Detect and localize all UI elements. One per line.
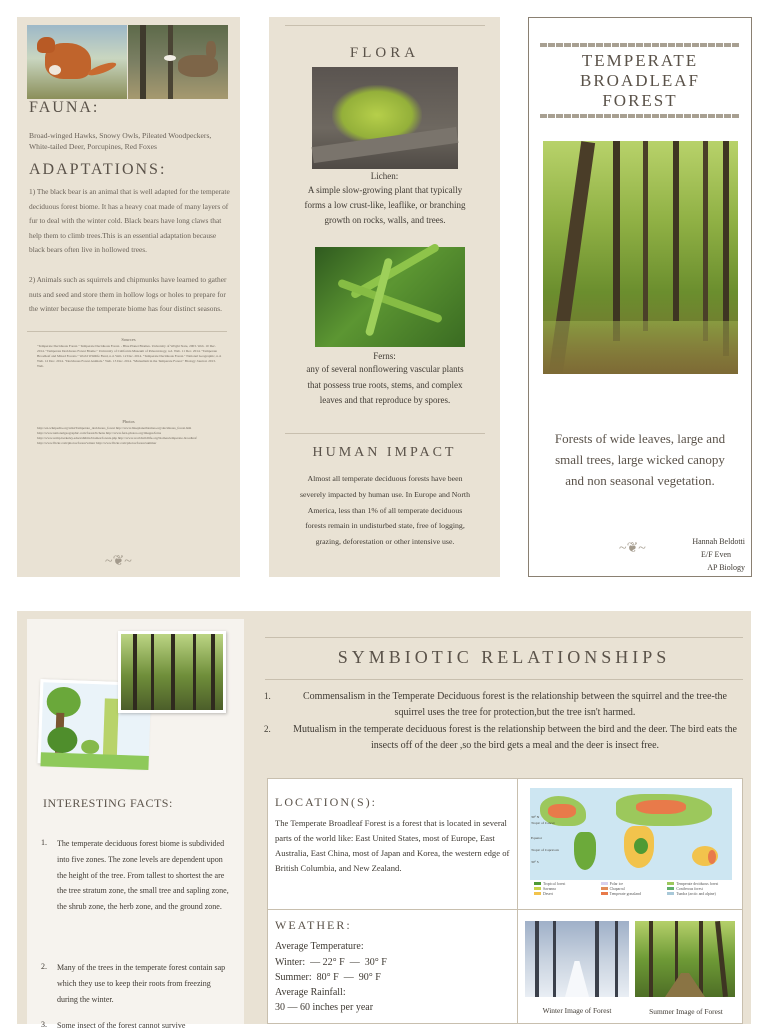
fox-photo [27, 25, 127, 99]
symbiotic-bottom-rule [265, 679, 743, 680]
class-line: E/F Even [701, 550, 731, 559]
sources-label: Sources [121, 337, 136, 342]
adaptation-2: 2) Animals such as squirrels and chipmunks have learned to gather nuts and seed and store them in hollow logs or holes to prepare for the winter because the temperate biome has four distinct seasons. [29, 275, 227, 314]
flora-panel [269, 17, 500, 577]
legend-item: Coniferous forest [667, 887, 734, 891]
forest-cover-photo [543, 141, 738, 374]
weather-title: WEATHER: [275, 918, 352, 932]
rainfall-value: 30 — 60 inches per year [275, 1002, 374, 1013]
forest-small-photo [118, 631, 226, 713]
scroll-ornament-icon: ~❦~ [105, 554, 132, 569]
bottom-spread [17, 611, 751, 1030]
human-impact-text: Almost all temperate deciduous forests have been severely impacted by human use. In Europe and North America, less than 1% of all temperate deciduous forests remain in undisturbed state, free of logging, grazing, deforestation or other intensive use. [300, 474, 470, 547]
lichen-title: Lichen: [370, 171, 399, 181]
legend-item: Chaparral [601, 887, 668, 891]
fact-1: The temperate deciduous forest biome is subdivided into five zones. The zone levels are dependent upon the height of the tree. From tallest to shortest the are the tree stratum zone, the small tree and sapling zone, the shrub zone, the herb zone, and the ground zone. [57, 839, 229, 912]
info-box-mid-rule [267, 909, 743, 910]
symbiotic-1-number: 1. [264, 691, 271, 701]
cover-title-line-1: TEMPERATE [581, 51, 699, 70]
fact-2: Many of the trees in the temperate forest contain sap which they use to keep their roots from freezing during the winter. [57, 963, 226, 1004]
fauna-panel [17, 17, 240, 577]
winter-temp: Winter: — 22° F — 30° F [275, 957, 387, 968]
ferns-title: Ferns: [373, 351, 396, 361]
ferns-text: any of several nonflowering vascular plants that possess true roots, stems, and complex leaves and that reproduce by spores. [306, 364, 464, 406]
fact-2-number: 2. [41, 962, 47, 971]
legend-item: Tropical forest [534, 882, 601, 886]
legend-item: Savanna [534, 887, 601, 891]
cover-tagline: Forests of wide leaves, large and small trees, large wicked canopy and non seasonal vegetation. [554, 431, 726, 488]
map-lat-label-1: 30° N [531, 815, 540, 819]
location-text: The Temperate Broadleaf Forest is a forest that is located in several parts of the world like: East United States, most of Europe, East Australia, East China, most of Japan and Korea, the western edge of British Columbia, and New Zealand. [275, 818, 510, 873]
title-bottom-rule [540, 114, 740, 118]
fact-1-number: 1. [41, 838, 47, 847]
symbiotic-1: Commensalism in the Temperate Deciduous forest is the relationship between the squirrel and the tree-the squirrel uses the tree for protection,but the tree isn't harmed. [303, 691, 727, 718]
author-name: Hannah Beldotti [692, 537, 745, 546]
legend-item: Tundra (arctic and alpine) [667, 892, 734, 896]
fauna-list: Broad-winged Hawks, Snowy Owls, Pileated Woodpeckers, White-tailed Deer, Porcupines, Red Foxes [29, 131, 212, 151]
info-box-vert-rule [517, 778, 518, 1024]
photos-text: http://en.wikipedia.org/wiki/Temperate_deciduous_forest http://www.blueplanetbiomes.org/deciduous_forest.htm http://www.nationalgeographic.com/forest/lichens http://www.fern-photos.org/images/ferns http://www.ucmp.berkeley.edu/exhibits/biomes/forests.php http://www.worldwildlife.org/biomes/temperate-broadleaf http://www.flickr.com/photos/forest/winter http://www.flickr.com/photos/forest/summer [37, 426, 197, 445]
winter-caption: Winter Image of Forest [542, 1006, 612, 1015]
summer-temp: Summer: 80° F — 90° F [275, 972, 381, 983]
rainfall-label: Average Rainfall: [275, 987, 346, 998]
world-biome-map [526, 784, 736, 904]
cover-panel [528, 17, 752, 577]
scroll-ornament-icon: ~❦~ [619, 541, 646, 556]
map-legend [534, 882, 734, 896]
divider [27, 331, 227, 332]
cover-title-line-3: FOREST [602, 91, 678, 110]
flora-title: FLORA [349, 45, 420, 61]
adaptation-1: 1) The black bear is an animal that is well adapted for the temperate deciduous forest biome. It has a heavy coat made of many layers of fur to deal with the winter cold. Black bears have long claws that help them to climb trees.This is an essential adaptation because black bears often live in hollowed trees. [29, 187, 230, 255]
divider [285, 433, 485, 434]
location-title: LOCATION(S): [275, 795, 377, 809]
summer-caption: Summer Image of Forest [649, 1007, 723, 1016]
winter-forest-photo [525, 921, 629, 997]
top-rule [285, 25, 485, 26]
ferns-photo [315, 247, 465, 347]
avg-temp-label: Average Temperature: [275, 941, 364, 952]
legend-item: Temperate deciduous forest [667, 882, 734, 886]
lichen-photo [312, 67, 458, 169]
symbiotic-top-rule [265, 637, 743, 638]
deer-photo [128, 25, 228, 99]
title-top-rule [540, 43, 740, 47]
map-lat-label-4: Tropic of Capricorn [531, 848, 559, 852]
cover-title-line-2: BROADLEAF [579, 71, 700, 90]
symbiotic-2: Mutualism in the temperate deciduous forest is the relationship between the bird and the deer. The bird eats the insects off of the deer ,so the bird gets a meal and the deer is insect free. [293, 724, 737, 751]
course-name: AP Biology [707, 563, 745, 572]
legend-item: Temperate grassland [601, 892, 668, 896]
map-lat-label-2: Tropic of Cancer [531, 821, 555, 825]
fact-3-number: 3. [41, 1020, 47, 1029]
adaptations-title: ADAPTATIONS: [29, 161, 167, 178]
symbiotic-title: SYMBIOTIC RELATIONSHIPS [337, 647, 671, 667]
symbiotic-2-number: 2. [264, 724, 271, 734]
legend-item: Polar ice [601, 882, 668, 886]
fauna-title: FAUNA: [29, 99, 100, 116]
summer-forest-photo [635, 921, 735, 997]
facts-title: INTERESTING FACTS: [43, 796, 173, 810]
lichen-text: A simple slow-growing plant that typically forms a low crust-like, leaflike, or branching growth on rocks, walls, and trees. [304, 185, 466, 225]
legend-item: Desert [534, 892, 601, 896]
map-lat-label-5: 30° S [531, 860, 539, 864]
fact-3: Some insect of the forest cannot survive [57, 1021, 186, 1030]
map-lat-label-3: Equator [531, 836, 543, 840]
sources-text: "Temperate Deciduous Forest." Temperate Deciduous Forest. - Blue Planet Biomes. University of Wright State, 2003. Web. 10 Dec. 2014. "Temperate Deciduous Forest Biome." University of California Museum of Paleontology, n.d. Web. 11 Dec. 2014. "Temperate Broadleaf and Mixed Forests." World Wildlife Fund, n.d. Web. 12 Dec. 2014. "Temperate Deciduous Forest." National Geographic, n.d. Web. 12 Dec. 2014. "Deciduous Forest Animals." Web. 13 Dec. 2014. "Mutualism in the Temperate Forest." Biology Journal. 2013. Web. [37, 344, 222, 368]
human-impact-title: HUMAN IMPACT [312, 445, 457, 460]
photos-label: Photos [122, 419, 135, 424]
